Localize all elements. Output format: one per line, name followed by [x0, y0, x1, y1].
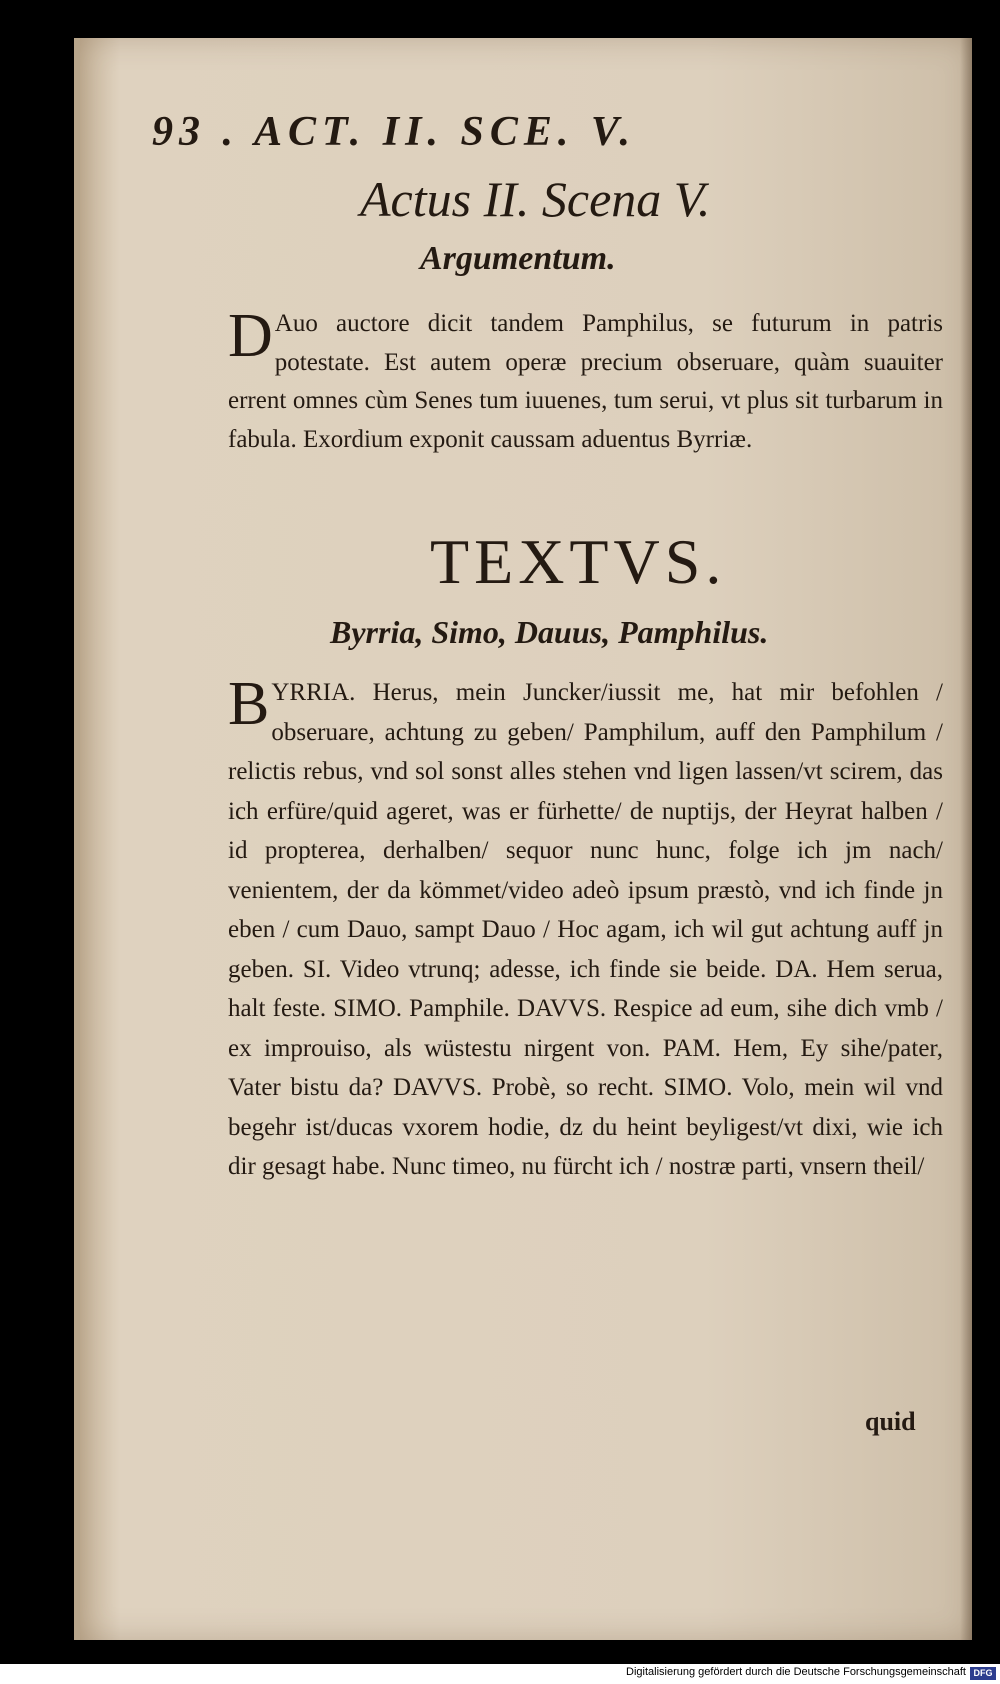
dialogue-paragraph: [228, 670, 943, 1187]
argument-text: Auo auctore dicit tandem Pamphilus, se futurum in patris potestate. Est autem operæ precium obseruare, quàm suauiter errent omnes cùm Senes tum iuuenes, tum serui, vt plus sit turbarum in fabula. Exordium exponit caussam aduentus Byrriæ.: [228, 310, 943, 453]
dfg-logo: DFG: [970, 1667, 996, 1680]
argument-drop-cap: D: [228, 302, 273, 370]
dialogue-text: YRRIA. Herus, mein Juncker/iussit me, hat mir befohlen / obseruare, achtung zu geben/ Pamphilum, auff den Pamphilum / relictis rebus, vnd sol sonst alles stehen vnd ligen lassen/vt scirem, das ich erfüre/quid ageret, was er fürhette/ de nuptijs, der Heyrat halben / id propterea, derhalben/ sequor nunc hunc, folge ich jm nach/ venientem, der da kömmet/video adeò ipsum præstò, vnd ich finde jn eben / cum Dauo, sampt Dauo / Hoc agam, ich wil gut achtung auff jn geben. SI. Video vtrunq; adesse, ich finde sie beide. DA. Hem serua, halt feste. SIMO. Pamphile. DAVVS. Respice ad eum, sihe dich vmb / ex improuiso, als wüstestu nirgent von. PAM. Hem, Ey sihe/pater, Vater bistu da? DAVVS. Probè, so recht. SIMO. Volo, mein wil vnd begehr ist/ducas vxorem hodie, dz du heint beyligest/vt dixi, wie ich dir gesagt habe. Nunc timeo, nu fürcht ich / nostræ parti, vnsern theil/: [228, 679, 943, 1180]
act-scene-title: Actus II. Scena V.: [360, 171, 711, 227]
argument-heading: Argumentum.: [420, 240, 616, 277]
textus-heading: TEXTVS.: [430, 526, 727, 597]
running-header: 93 . ACT. II. SCE. V.: [152, 109, 636, 155]
speakers-line: Byrria, Simo, Dauus, Pamphilus.: [330, 614, 769, 650]
page-edge-shadow: [960, 38, 972, 1640]
catchword: quid: [865, 1407, 916, 1436]
argument-paragraph: [228, 302, 943, 459]
footer-bar: [0, 1664, 1000, 1684]
dialogue-drop-cap: B: [228, 670, 270, 738]
funding-credit: Digitalisierung gefördert durch die Deutsche Forschungsgemeinschaft: [626, 1666, 966, 1678]
